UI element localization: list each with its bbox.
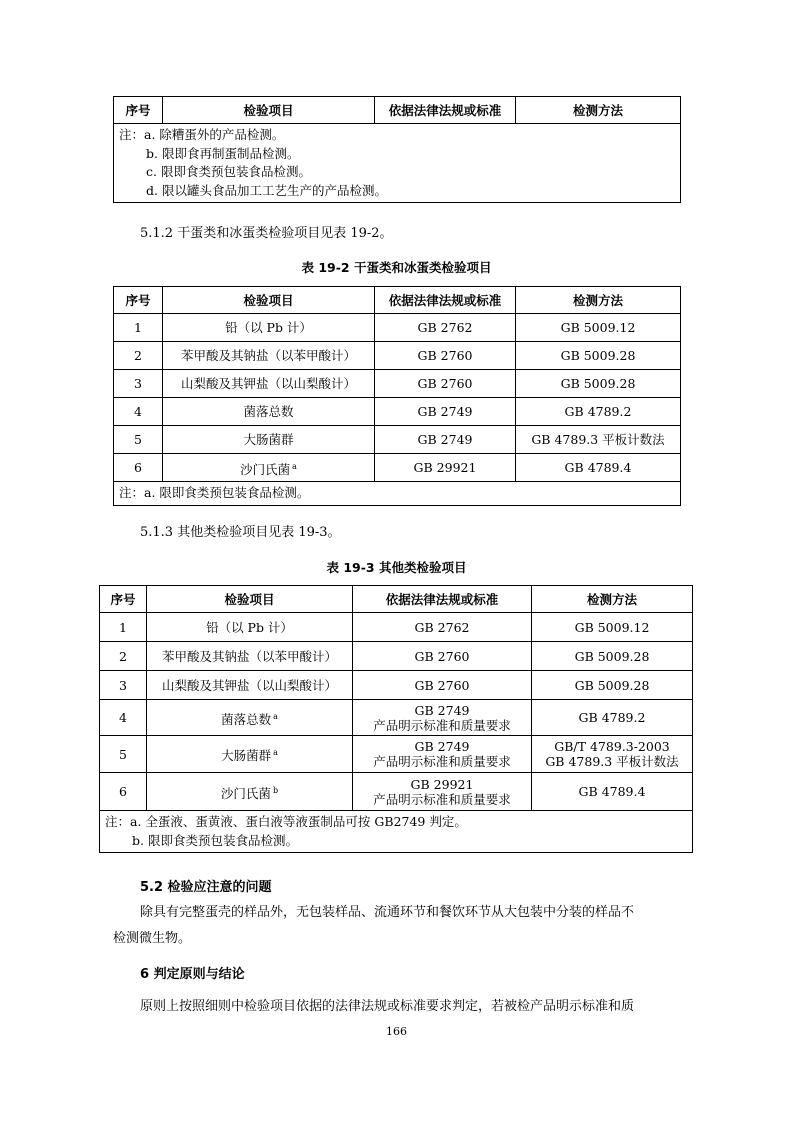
table-row xyxy=(114,426,681,454)
footnote-marker: a xyxy=(273,748,278,757)
table-row xyxy=(100,613,693,642)
table-row xyxy=(114,370,681,398)
table-notes xyxy=(100,811,693,853)
table-notes xyxy=(114,124,681,203)
section-5-2-text-line-2: 检测微生物。 xyxy=(113,931,192,946)
cell-method: GB 4789.4 xyxy=(516,454,681,482)
header-item: 检验项目 xyxy=(147,586,353,613)
method-line: GB 4789.3 平板计数法 xyxy=(545,754,679,769)
header-standard: 依据法律法规或标准 xyxy=(375,287,516,314)
note-line: d. 限以罐头食品加工工艺生产的产品检测。 xyxy=(146,182,387,198)
cell-method: GB 4789.2 xyxy=(532,700,693,736)
table-row xyxy=(100,642,693,671)
table-header-row xyxy=(100,586,693,613)
paragraph-5-1-2: 5.1.2 干蛋类和冰蛋类检验项目见表 19-2。 xyxy=(140,226,393,241)
cell-method: GB 5009.12 xyxy=(532,613,693,642)
cell-item: 大肠菌群 xyxy=(163,426,375,454)
footnote-marker: b xyxy=(272,785,279,795)
cell-seq: 6 xyxy=(114,454,163,482)
header-item: 检验项目 xyxy=(163,97,375,124)
paragraph-5-1-3: 5.1.3 其他类检验项目见表 19-3。 xyxy=(140,525,341,540)
cell-standard: GB 2760 xyxy=(375,342,516,370)
table-19-3 xyxy=(99,585,693,853)
table-row xyxy=(100,773,693,811)
table-row xyxy=(114,342,681,370)
cell-item xyxy=(147,773,353,811)
section-heading-6: 6 判定原则与结论 xyxy=(140,967,245,982)
cell-method: GB 4789.3 平板计数法 xyxy=(516,426,681,454)
table-header-row xyxy=(114,287,681,314)
cell-standard: GB 2749 xyxy=(375,398,516,426)
method-line: GB/T 4789.3-2003 xyxy=(554,739,670,754)
note-line: 注：a. 限即食类预包装食品检测。 xyxy=(119,485,310,500)
cell-item xyxy=(163,454,375,482)
cell-method: GB 5009.28 xyxy=(532,671,693,700)
header-standard: 依据法律法规或标准 xyxy=(375,97,516,124)
header-seq: 序号 xyxy=(100,586,147,613)
table-notes-row xyxy=(100,811,693,853)
cell-standard: GB 2760 xyxy=(375,370,516,398)
note-line: b. 限即食类预包装食品检测。 xyxy=(132,832,298,848)
cell-item: 铅（以 Pb 计） xyxy=(147,613,353,642)
table-notes xyxy=(114,482,681,506)
section-heading-5-2: 5.2 检验应注意的问题 xyxy=(140,880,272,895)
header-method: 检测方法 xyxy=(516,97,681,124)
cell-standard: GB 2762 xyxy=(353,613,532,642)
cell-item xyxy=(147,700,353,736)
cell-item: 山梨酸及其钾盐（以山梨酸计） xyxy=(147,671,353,700)
standard-line: 产品明示标准和质量要求 xyxy=(373,791,511,807)
cell-standard xyxy=(353,736,532,773)
section-5-2-text-line-1: 除具有完整蛋壳的样品外，无包装样品、流通环节和餐饮环节从大包装中分装的样品不 xyxy=(140,905,635,920)
table-caption-19-3: 表 19-3 其他类检验项目 xyxy=(326,560,467,575)
cell-method: GB 4789.4 xyxy=(532,773,693,811)
table-row xyxy=(114,454,681,482)
standard-line: 产品明示标准和质量要求 xyxy=(373,754,511,769)
cell-seq: 3 xyxy=(100,671,147,700)
table-row xyxy=(114,314,681,342)
header-method: 检测方法 xyxy=(532,586,693,613)
note-line: 注：a. 除糟蛋外的产品检测。 xyxy=(119,127,285,142)
item-name: 沙门氏菌 xyxy=(220,785,271,801)
cell-standard: GB 2762 xyxy=(375,314,516,342)
cell-seq: 5 xyxy=(100,736,147,773)
cell-seq: 6 xyxy=(100,773,147,811)
cell-seq: 2 xyxy=(100,642,147,671)
cell-standard: GB 2749 xyxy=(375,426,516,454)
note-line: b. 限即食再制蛋制品检测。 xyxy=(146,145,300,161)
header-item: 检验项目 xyxy=(163,287,375,314)
item-name: 大肠菌群 xyxy=(221,748,272,763)
section-6-text-line-1: 原则上按照细则中检验项目依据的法律法规或标准要求判定，若被检产品明示标准和质 xyxy=(140,999,635,1014)
cell-seq: 1 xyxy=(100,613,147,642)
header-method: 检测方法 xyxy=(516,287,681,314)
cell-standard xyxy=(353,700,532,736)
standard-line: GB 2749 xyxy=(414,702,470,718)
cell-seq: 4 xyxy=(114,398,163,426)
table-caption-19-2: 表 19-2 干蛋类和冰蛋类检验项目 xyxy=(301,260,492,275)
table-row xyxy=(100,736,693,773)
table-row xyxy=(100,700,693,736)
cell-item: 铅（以 Pb 计） xyxy=(163,314,375,342)
note-line: 注：a. 全蛋液、蛋黄液、蛋白液等液蛋制品可按 GB2749 判定。 xyxy=(105,814,467,829)
cell-method: GB 5009.28 xyxy=(516,370,681,398)
cell-item: 苯甲酸及其钠盐（以苯甲酸计） xyxy=(163,342,375,370)
standard-line: GB 2749 xyxy=(414,739,470,754)
cell-method: GB 5009.28 xyxy=(516,342,681,370)
cell-seq: 2 xyxy=(114,342,163,370)
cell-method: GB 5009.28 xyxy=(532,642,693,671)
table-notes-row xyxy=(114,482,681,506)
cell-standard: GB 29921 xyxy=(375,454,516,482)
page-number: 166 xyxy=(386,1025,407,1038)
table-row xyxy=(100,671,693,700)
table-header-row xyxy=(114,97,681,124)
cell-seq: 3 xyxy=(114,370,163,398)
header-seq: 序号 xyxy=(114,287,163,314)
item-name: 沙门氏菌 xyxy=(240,461,291,477)
table-row xyxy=(114,398,681,426)
table-notes-row xyxy=(114,124,681,203)
cell-seq: 1 xyxy=(114,314,163,342)
footnote-marker: a xyxy=(292,461,297,471)
cell-item xyxy=(147,736,353,773)
table-19-1-continued xyxy=(113,96,681,203)
cell-standard: GB 2760 xyxy=(353,642,532,671)
cell-method: GB 4789.2 xyxy=(516,398,681,426)
cell-seq: 5 xyxy=(114,426,163,454)
cell-seq: 4 xyxy=(100,700,147,736)
footnote-marker: a xyxy=(273,711,278,721)
standard-line: 产品明示标准和质量要求 xyxy=(373,717,511,733)
cell-item: 苯甲酸及其钠盐（以苯甲酸计） xyxy=(147,642,353,671)
header-standard: 依据法律法规或标准 xyxy=(353,586,532,613)
cell-item: 山梨酸及其钾盐（以山梨酸计） xyxy=(163,370,375,398)
cell-method xyxy=(532,736,693,773)
standard-line: GB 29921 xyxy=(410,776,474,792)
cell-standard xyxy=(353,773,532,811)
table-19-2 xyxy=(113,286,681,506)
cell-standard: GB 2760 xyxy=(353,671,532,700)
cell-item: 菌落总数 xyxy=(163,398,375,426)
header-seq: 序号 xyxy=(114,97,163,124)
cell-method: GB 5009.12 xyxy=(516,314,681,342)
note-line: c. 限即食类预包装食品检测。 xyxy=(146,164,311,179)
item-name: 菌落总数 xyxy=(221,711,272,727)
